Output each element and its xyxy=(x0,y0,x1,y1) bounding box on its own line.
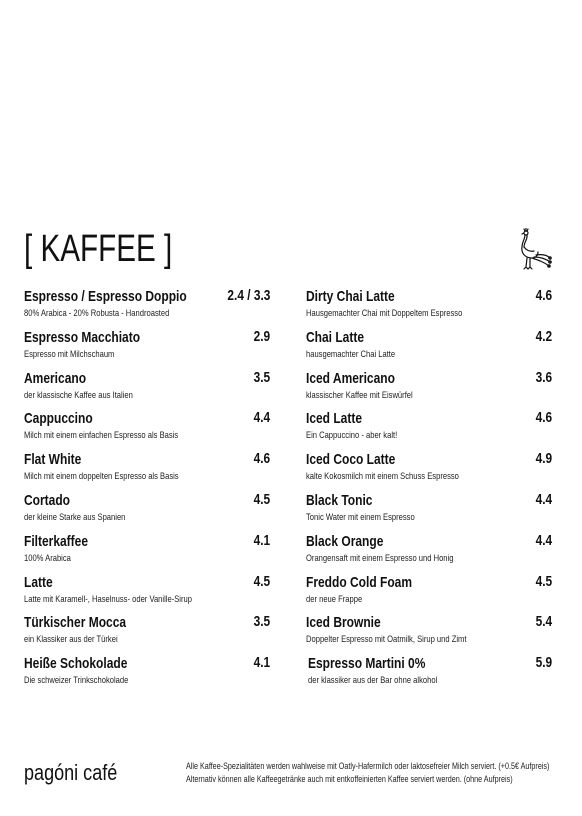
item-name: Iced Americano xyxy=(306,369,395,387)
footnote xyxy=(186,760,549,786)
item-price: 4.2 xyxy=(535,328,552,345)
item-name: Filterkaffee xyxy=(24,532,89,550)
item-price: 4.1 xyxy=(253,655,270,672)
menu-item xyxy=(306,370,552,411)
item-name: Freddo Cold Foam xyxy=(306,573,412,591)
item-description: hausgemachter Chai Latte xyxy=(306,348,396,360)
item-price: 4.1 xyxy=(253,532,270,549)
item-description: Die schweizer Trinkschokolade xyxy=(24,675,129,687)
menu-item xyxy=(24,614,270,655)
item-price: 5.4 xyxy=(535,614,552,631)
item-name: Iced Coco Latte xyxy=(306,451,396,469)
menu-item xyxy=(306,574,552,615)
menu-item xyxy=(24,370,270,411)
menu-item xyxy=(24,533,270,574)
menu-column-right xyxy=(306,288,552,696)
menu-item xyxy=(306,410,552,451)
brand-name: pagóni café xyxy=(24,760,118,785)
item-name: Türkischer Mocca xyxy=(24,614,127,632)
item-price: 4.5 xyxy=(253,491,270,508)
item-name: Chai Latte xyxy=(306,328,365,346)
item-name: Americano xyxy=(24,369,87,387)
menu-item xyxy=(24,451,270,492)
item-price: 3.6 xyxy=(535,369,552,386)
item-description: Milch mit einem doppelten Espresso als Basis xyxy=(24,471,179,483)
item-price: 4.4 xyxy=(535,532,552,549)
item-description: Milch mit einem einfachen Espresso als Basis xyxy=(24,430,179,442)
item-price: 2.4 / 3.3 xyxy=(227,288,270,304)
item-price: 4.4 xyxy=(535,491,552,508)
item-description: der neue Frappe xyxy=(306,593,363,605)
item-name: Iced Latte xyxy=(306,410,363,428)
page-title: [ KAFFEE ] xyxy=(24,228,173,270)
menu-item xyxy=(24,655,270,696)
menu-item xyxy=(24,574,270,615)
menu-item xyxy=(306,533,552,574)
menu-item xyxy=(306,451,552,492)
footnote-line: Alternativ können alle Kaffeegetränke auch mit entkoffeinierten Kaffee serviert werden. (ohne Aufpreis) xyxy=(186,774,513,784)
item-price: 3.5 xyxy=(253,369,270,386)
item-name: Dirty Chai Latte xyxy=(306,288,395,305)
peacock-icon xyxy=(516,228,552,270)
item-description: Hausgemachter Chai mit Doppeltem Espresso xyxy=(306,308,463,319)
menu-item xyxy=(24,288,270,329)
item-description: 100% Arabica xyxy=(24,552,71,564)
item-description: der kleine Starke aus Spanien xyxy=(24,511,126,523)
item-name: Heiße Schokolade xyxy=(24,655,128,673)
item-name: Black Orange xyxy=(306,532,384,550)
item-description: kalte Kokosmilch mit einem Schuss Espresso xyxy=(306,471,459,483)
item-name: Cortado xyxy=(24,491,70,509)
menu-item xyxy=(24,492,270,533)
item-name: Espresso Martini 0% xyxy=(308,655,426,673)
menu-column-left xyxy=(24,288,270,696)
item-description: Orangensaft mit einem Espresso und Honig xyxy=(306,552,454,564)
item-price: 2.9 xyxy=(253,328,270,345)
item-price: 4.6 xyxy=(535,288,552,304)
menu-item xyxy=(306,288,552,329)
item-name: Espresso Macchiato xyxy=(24,328,141,346)
item-price: 4.5 xyxy=(253,573,270,590)
item-description: Espresso mit Milchschaum xyxy=(24,348,115,360)
item-description: Tonic Water mit einem Espresso xyxy=(306,511,415,523)
item-price: 3.5 xyxy=(253,614,270,631)
item-name: Iced Brownie xyxy=(306,614,381,632)
menu-item xyxy=(24,410,270,451)
footnote-line: Alle Kaffee-Spezialitäten werden wahlweise mit Oatly-Hafermilch oder laktosefreier Milch serviert. (+0.5€ Aufpreis) xyxy=(186,761,550,771)
item-price: 4.9 xyxy=(535,451,552,468)
item-description: der klassische Kaffee aus Italien xyxy=(24,389,133,401)
menu-item xyxy=(306,329,552,370)
item-price: 4.4 xyxy=(253,410,270,427)
item-name: Cappuccino xyxy=(24,410,93,428)
item-description: der klassiker aus der Bar ohne alkohol xyxy=(308,675,438,687)
item-name: Espresso / Espresso Doppio xyxy=(24,288,187,305)
menu-item xyxy=(306,614,552,655)
item-description: ein Klassiker aus der Türkei xyxy=(24,634,118,646)
item-description: Doppelter Espresso mit Oatmilk, Sirup und Zimt xyxy=(306,634,467,646)
item-price: 4.5 xyxy=(535,573,552,590)
item-price: 4.6 xyxy=(253,451,270,468)
item-name: Black Tonic xyxy=(306,491,373,509)
menu-item xyxy=(306,655,552,696)
menu-item xyxy=(306,492,552,533)
menu-item xyxy=(24,329,270,370)
item-price: 4.6 xyxy=(535,410,552,427)
item-price: 5.9 xyxy=(535,655,552,672)
item-description: klassischer Kaffee mit Eiswürfel xyxy=(306,389,413,401)
item-name: Latte xyxy=(24,573,53,591)
item-description: Latte mit Karamell-, Haselnuss- oder Vanille-Sirup xyxy=(24,593,192,605)
item-description: 80% Arabica - 20% Robusta - Handroasted xyxy=(24,308,170,319)
item-name: Flat White xyxy=(24,451,82,469)
item-description: Ein Cappuccino - aber kalt! xyxy=(306,430,398,442)
